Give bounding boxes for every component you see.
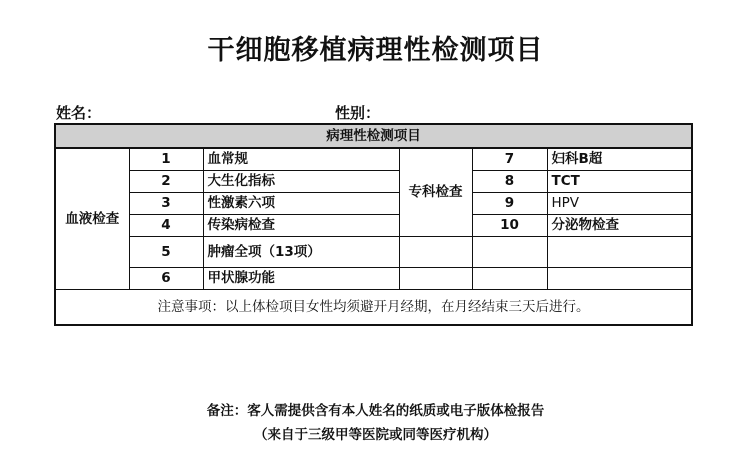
- item-name: 性激素六项: [203, 192, 399, 214]
- item-name: HPV: [547, 192, 692, 214]
- table-row: [55, 236, 692, 267]
- item-number: 7: [472, 148, 547, 170]
- group-blood-test: 血液检查: [55, 148, 129, 289]
- item-number: 3: [129, 192, 203, 214]
- page-title: 干细胞移植病理性检测项目: [207, 35, 544, 66]
- remark-line-1: 备注：客人需提供含有本人姓名的纸质或电子版体检报告: [206, 403, 545, 419]
- empty-cell: [399, 236, 472, 267]
- table-row: [55, 214, 692, 236]
- item-number: 9: [472, 192, 547, 214]
- item-number: 8: [472, 170, 547, 192]
- item-number: 10: [472, 214, 547, 236]
- group-special-test: 专科检查: [399, 148, 472, 236]
- table-row: [55, 148, 692, 170]
- item-number: 4: [129, 214, 203, 236]
- table-row: [55, 267, 692, 289]
- remark-line-2: （来自于三级甲等医院或同等医疗机构）: [254, 427, 497, 443]
- table-row: [55, 192, 692, 214]
- exam-items-table: [54, 123, 693, 326]
- item-name: 血常规: [203, 148, 399, 170]
- name-label: 姓名：: [56, 104, 102, 122]
- item-name: 甲状腺功能: [203, 267, 399, 289]
- table-header: 病理性检测项目: [55, 124, 692, 148]
- empty-cell: [472, 236, 547, 267]
- empty-cell: [399, 267, 472, 289]
- item-number: 2: [129, 170, 203, 192]
- gender-label: 性别：: [335, 104, 381, 122]
- table-row: [55, 170, 692, 192]
- empty-cell: [547, 236, 692, 267]
- item-number: 6: [129, 267, 203, 289]
- empty-cell: [547, 267, 692, 289]
- item-name: 传染病检查: [203, 214, 399, 236]
- item-number: 1: [129, 148, 203, 170]
- item-name: 妇科B超: [547, 148, 692, 170]
- table-header-row: [55, 124, 692, 148]
- note-text: 注意事项：以上体检项目女性均须避开月经期，在月经结束三天后进行。: [55, 289, 692, 325]
- empty-cell: [472, 267, 547, 289]
- item-name: 肿瘤全项（13项）: [203, 236, 399, 267]
- item-name: 大生化指标: [203, 170, 399, 192]
- item-number: 5: [129, 236, 203, 267]
- item-name: 分泌物检查: [547, 214, 692, 236]
- note-row: [55, 289, 692, 325]
- item-name: TCT: [547, 170, 692, 192]
